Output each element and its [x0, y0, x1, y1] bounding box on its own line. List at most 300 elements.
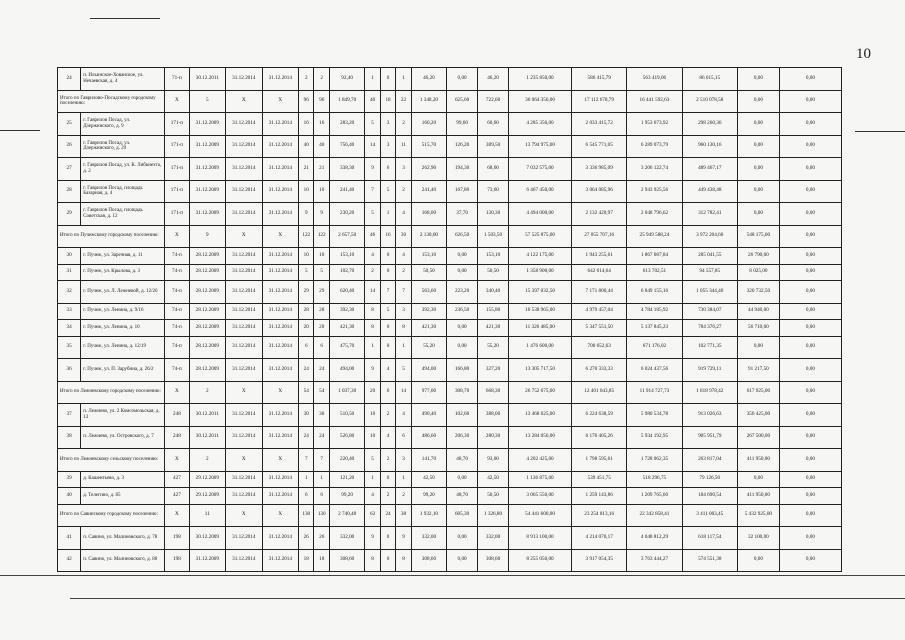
table-cell: 0,00 — [779, 488, 841, 505]
table-cell: 526,80 — [329, 426, 364, 449]
corner-mark-top — [90, 18, 160, 19]
table-cell: 6 849 155,16 — [627, 281, 682, 304]
page-edge-line — [0, 575, 905, 576]
table-cell: 0,00 — [779, 90, 841, 113]
table-cell: 7 — [314, 449, 329, 472]
table-cell: 10 — [299, 180, 314, 203]
table-cell: 31.12.2014 — [226, 264, 262, 281]
table-cell: 12 401 043,85 — [572, 381, 627, 404]
table-cell: 122 — [299, 225, 314, 248]
table-cell: 427 — [165, 488, 189, 505]
table-cell: 671 176,02 — [627, 336, 682, 359]
table-cell: 31.12.2014 — [226, 180, 262, 203]
table-cell: 11 — [189, 504, 225, 527]
table-cell: 3 — [380, 113, 395, 136]
table-cell: 230,20 — [329, 203, 364, 226]
table-cell: 171-п — [165, 113, 189, 136]
table-cell: 28.12.2009 — [189, 264, 225, 281]
table-cell: 7 — [380, 281, 395, 304]
table-cell: 1 — [314, 471, 329, 488]
subtotal-row — [58, 225, 842, 248]
table-cell: 3 206 122,74 — [627, 158, 682, 181]
table-cell: 0,00 — [737, 203, 779, 226]
table-cell: 6 — [380, 381, 395, 404]
table-cell: 0,00 — [779, 248, 841, 265]
table-cell: 130 — [299, 504, 314, 527]
table-cell: 6 — [396, 426, 411, 449]
table-cell: 14 — [365, 281, 380, 304]
table-cell: X — [165, 90, 189, 113]
table-cell: 10 — [314, 248, 329, 265]
table-cell: X — [262, 90, 298, 113]
table-cell: 31.12.2009 — [189, 549, 225, 572]
table-cell: 617 925,00 — [737, 381, 779, 404]
table-cell: 6 224 638,59 — [572, 404, 627, 427]
table-cell: 153,10 — [478, 248, 509, 265]
table-cell: 7 171 800,44 — [572, 281, 627, 304]
table-cell: 11 326 485,00 — [509, 320, 572, 337]
table-row — [58, 549, 842, 572]
table-cell: 0,00 — [447, 549, 478, 572]
table-cell: 248 — [165, 426, 189, 449]
table-cell: 31.12.2014 — [226, 248, 262, 265]
row-number-cell: 25 — [58, 113, 81, 136]
table-cell: 74-п — [165, 320, 189, 337]
table-cell: 241,40 — [411, 180, 446, 203]
table-cell: 5 — [365, 449, 380, 472]
table-cell: 10 — [314, 180, 329, 203]
table-cell: 50,50 — [411, 264, 446, 281]
corner-mark-left — [0, 130, 40, 131]
table-cell: 30 — [314, 404, 329, 427]
table-row — [58, 359, 842, 382]
row-number-cell: 42 — [58, 549, 81, 572]
table-cell: 2 — [396, 488, 411, 505]
table-cell: 0 — [380, 248, 395, 265]
table-cell: 0,00 — [447, 68, 478, 91]
table-cell: 0,00 — [779, 320, 841, 337]
table-cell: 31.12.2009 — [189, 158, 225, 181]
table-cell: 28.12.2009 — [189, 359, 225, 382]
table-cell: 99,20 — [411, 488, 446, 505]
table-cell: 2 — [380, 449, 395, 472]
table-cell: 31.12.2014 — [226, 135, 262, 158]
table-cell: 574 551,38 — [682, 549, 737, 572]
table-cell: 171-п — [165, 203, 189, 226]
table-cell: 3 — [380, 135, 395, 158]
table-cell: 0 — [380, 68, 395, 91]
table-cell: 171-п — [165, 158, 189, 181]
table-cell: 977,00 — [411, 381, 446, 404]
table-cell: 44 940,00 — [737, 303, 779, 320]
table-cell: 3 972 204,60 — [682, 225, 737, 248]
table-cell: 4 048 812,29 — [627, 527, 682, 550]
table-cell: X — [226, 449, 262, 472]
table-cell: 0,00 — [447, 471, 478, 488]
table-cell: 2 — [380, 404, 395, 427]
address-cell: п. Савино, ул. Малиновского, д. 80 — [81, 549, 165, 572]
housing-register-table — [57, 67, 842, 572]
table-cell: 31.12.2014 — [262, 471, 298, 488]
table-cell: 16 441 592,63 — [627, 90, 682, 113]
address-cell: д. Телегино, д. 85 — [81, 488, 165, 505]
table-cell: 36 064 350,00 — [509, 90, 572, 113]
table-row — [58, 336, 842, 359]
table-cell: 1 136 875,00 — [509, 471, 572, 488]
table-cell: 2 — [396, 113, 411, 136]
table-cell: 0,00 — [447, 248, 478, 265]
table-cell: 22 — [396, 90, 411, 113]
table-cell: 8 — [396, 549, 411, 572]
address-cell: д. Кашентьево, д. 3 — [81, 471, 165, 488]
table-cell: 0,00 — [779, 68, 841, 91]
table-cell: 46,20 — [411, 68, 446, 91]
table-cell: 586 415,79 — [572, 68, 627, 91]
table-cell: 24 — [299, 426, 314, 449]
row-number-cell: 36 — [58, 359, 81, 382]
table-row — [58, 248, 842, 265]
corner-mark-right — [855, 131, 905, 132]
address-cell: п. Лежнево, ул. 2 Комсомольская, д. 13 — [81, 404, 165, 427]
table-cell: 31.12.2014 — [226, 336, 262, 359]
table-cell: 4 494 000,00 — [509, 203, 572, 226]
table-cell: 24 — [314, 359, 329, 382]
table-cell: 13 284 050,00 — [509, 426, 572, 449]
table-cell: 2 — [396, 264, 411, 281]
table-cell: 0,00 — [779, 281, 841, 304]
table-cell: 29 — [314, 281, 329, 304]
table-cell: 389,50 — [478, 135, 509, 158]
address-cell: п. Савино, ул. Малиновского, д. 78 — [81, 527, 165, 550]
table-cell: 392,30 — [329, 303, 364, 320]
table-cell: 30.12.2011 — [189, 68, 225, 91]
table-cell: 0,00 — [737, 549, 779, 572]
table-cell: 2 — [189, 381, 225, 404]
row-number-cell: 33 — [58, 303, 81, 320]
table-cell: 31.12.2014 — [262, 404, 298, 427]
table-cell: 171-п — [165, 180, 189, 203]
table-cell: 3 — [396, 158, 411, 181]
table-cell: 518 296,75 — [627, 471, 682, 488]
table-cell: 16 — [314, 113, 329, 136]
subtotal-row — [58, 449, 842, 472]
table-cell: 32 100,00 — [737, 527, 779, 550]
row-number-cell: 40 — [58, 488, 81, 505]
address-cell: г. Гаврилов Посад, площадь Советская, д. 12 — [81, 203, 165, 226]
table-cell: 74-п — [165, 264, 189, 281]
table-cell: 0,00 — [737, 180, 779, 203]
table-cell: 4 122 175,00 — [509, 248, 572, 265]
table-cell: 38 — [396, 504, 411, 527]
table-cell: 421,30 — [478, 320, 509, 337]
table-cell: 54 441 600,00 — [509, 504, 572, 527]
table-cell: 1 — [396, 471, 411, 488]
table-cell: 74-п — [165, 281, 189, 304]
subtotal-row — [58, 381, 842, 404]
table-cell: 99,60 — [447, 113, 478, 136]
row-number-cell: 29 — [58, 203, 81, 226]
table-cell: 6 270 333,33 — [572, 359, 627, 382]
table-cell: 722,60 — [478, 90, 509, 113]
table-cell: 6 176 405,26 — [572, 426, 627, 449]
table-cell: 2 — [314, 68, 329, 91]
table-cell: 0,00 — [737, 135, 779, 158]
table-cell: 0,00 — [447, 264, 478, 281]
table-cell: 31.12.2014 — [226, 549, 262, 572]
table-cell: 1 867 087,84 — [627, 248, 682, 265]
table-cell: 0,00 — [779, 359, 841, 382]
table-cell: 155,80 — [478, 303, 509, 320]
table-cell: X — [165, 381, 189, 404]
table-cell: 421,30 — [329, 320, 364, 337]
table-cell: 0,00 — [779, 404, 841, 427]
table-cell: X — [165, 504, 189, 527]
table-cell: 241,40 — [329, 180, 364, 203]
table-cell: 298 260,36 — [682, 113, 737, 136]
table-cell: 248 — [165, 404, 189, 427]
table-cell: 15 397 032,50 — [509, 281, 572, 304]
table-cell: 206,30 — [447, 426, 478, 449]
table-cell: 2 — [365, 264, 380, 281]
table-cell: 1 — [365, 68, 380, 91]
row-number-cell: 27 — [58, 158, 81, 181]
address-cell: г. Пучеж, ул. Л. Лежневой, д. 12/26 — [81, 281, 165, 304]
table-cell: 167,80 — [447, 180, 478, 203]
address-cell: г. Гаврилов Посад, ул. К. Либкнехта, д. 2 — [81, 158, 165, 181]
table-cell: 332,00 — [478, 527, 509, 550]
table-cell: 40 — [365, 90, 380, 113]
table-cell: 57 525 875,00 — [509, 225, 572, 248]
table-cell: 0,00 — [779, 381, 841, 404]
table-cell: 31.12.2014 — [262, 320, 298, 337]
table-cell: 28 — [299, 303, 314, 320]
table-row — [58, 471, 842, 488]
table-cell: 26 752 675,00 — [509, 381, 572, 404]
table-cell: X — [165, 225, 189, 248]
table-cell: 23 254 813,16 — [572, 504, 627, 527]
table-cell: 1 — [299, 471, 314, 488]
table-cell: 283,20 — [329, 113, 364, 136]
table-cell: 0,00 — [737, 158, 779, 181]
subtotal-row — [58, 90, 842, 113]
table-cell: 168,00 — [411, 203, 446, 226]
table-cell: 1 818 978,42 — [682, 381, 737, 404]
table-cell: 48,70 — [447, 488, 478, 505]
table-cell: 1 849,70 — [329, 90, 364, 113]
table-cell: 4 285 350,00 — [509, 113, 572, 136]
table-cell: 20 — [314, 320, 329, 337]
table-cell: 1 503,50 — [478, 225, 509, 248]
table-cell: 24 — [314, 426, 329, 449]
table-cell: 42,50 — [411, 471, 446, 488]
table-cell: 6 — [299, 488, 314, 505]
table-cell: 31.12.2014 — [262, 303, 298, 320]
table-cell: 613 702,51 — [627, 264, 682, 281]
table-cell: 5 — [365, 113, 380, 136]
table-cell: 31.12.2014 — [262, 359, 298, 382]
table-cell: 5 — [299, 264, 314, 281]
table-cell: 8 255 050,00 — [509, 549, 572, 572]
table-cell: 46,20 — [478, 68, 509, 91]
table-cell: 0,00 — [779, 549, 841, 572]
table-cell: 4 — [396, 248, 411, 265]
table-cell: 31.12.2009 — [189, 180, 225, 203]
table-cell: 153,10 — [411, 248, 446, 265]
table-cell: 7 — [365, 180, 380, 203]
table-cell: 4 784 185,92 — [627, 303, 682, 320]
table-cell: 0,00 — [779, 336, 841, 359]
table-cell: 421,30 — [411, 320, 446, 337]
table-cell: 539 451,75 — [572, 471, 627, 488]
table-cell: 86 015,15 — [682, 68, 737, 91]
table-cell: 411 950,00 — [737, 488, 779, 505]
table-cell: 55,20 — [411, 336, 446, 359]
table-cell: 11 — [396, 135, 411, 158]
table-cell: 0,00 — [737, 471, 779, 488]
table-cell: 0,00 — [447, 527, 478, 550]
address-cell: г. Пучеж, ул. П. Зарубина, д. 26/2 — [81, 359, 165, 382]
table-cell: 8 025,00 — [737, 264, 779, 281]
table-cell: 31.12.2009 — [189, 203, 225, 226]
table-cell: 8 — [365, 303, 380, 320]
table-cell: 784 376,27 — [682, 320, 737, 337]
table-cell: 626,50 — [447, 225, 478, 248]
table-cell: 5 347 551,50 — [572, 320, 627, 337]
table-cell: 1 037,30 — [329, 381, 364, 404]
table-cell: 31.12.2014 — [262, 527, 298, 550]
row-number-cell: 37 — [58, 404, 81, 427]
table-cell: 0,00 — [447, 336, 478, 359]
table-cell: 62 — [365, 504, 380, 527]
address-cell: г. Гаврилов Посад, площадь Базарная, д. 4 — [81, 180, 165, 203]
table-cell: 4 979 457,04 — [572, 303, 627, 320]
row-number-cell: 41 — [58, 527, 81, 550]
table-cell: 6 467 450,00 — [509, 180, 572, 203]
table-cell: 332,00 — [411, 527, 446, 550]
table-cell: 5 — [396, 359, 411, 382]
table-cell: 31.12.2014 — [262, 158, 298, 181]
table-cell: 0,00 — [447, 320, 478, 337]
table-cell: 7 — [299, 449, 314, 472]
address-cell: п. Лежнево, ул. Островского, д. 7 — [81, 426, 165, 449]
table-cell: 56 710,00 — [737, 320, 779, 337]
subtotal-label: Итого по Гаврилово-Посадскому городскому поселению: — [58, 90, 165, 113]
row-number-cell: 35 — [58, 336, 81, 359]
table-cell: 71-п — [165, 68, 189, 91]
table-cell: 427 — [165, 471, 189, 488]
table-cell: 3 — [396, 303, 411, 320]
table-cell: 18 — [314, 549, 329, 572]
table-cell: 91 217,50 — [737, 359, 779, 382]
table-cell: 28.12.2009 — [189, 303, 225, 320]
table-cell: 10 — [365, 404, 380, 427]
table-cell: 0,00 — [779, 180, 841, 203]
table-cell: 4 202 425,00 — [509, 449, 572, 472]
table-cell: 312 782,41 — [682, 203, 737, 226]
table-cell: 20 — [365, 381, 380, 404]
table-cell: 1 — [396, 336, 411, 359]
table-cell: 31.12.2014 — [262, 180, 298, 203]
table-cell: 308,60 — [329, 549, 364, 572]
table-cell: 6 024 437,56 — [627, 359, 682, 382]
table-cell: 7 — [396, 281, 411, 304]
table-row — [58, 203, 842, 226]
table-cell: 18 — [299, 549, 314, 572]
table-row — [58, 135, 842, 158]
table-cell: 494,00 — [411, 359, 446, 382]
table-row — [58, 158, 842, 181]
table-cell: X — [226, 90, 262, 113]
table-cell: 563 419,06 — [627, 68, 682, 91]
table-cell: 31.12.2014 — [262, 264, 298, 281]
table-cell: 642 614,64 — [572, 264, 627, 281]
table-cell: 494,00 — [329, 359, 364, 382]
table-cell: 29 — [299, 281, 314, 304]
table-row — [58, 180, 842, 203]
table-cell: 31.12.2014 — [226, 404, 262, 427]
table-cell: X — [262, 225, 298, 248]
table-cell: 0,00 — [779, 471, 841, 488]
row-number-cell: 34 — [58, 320, 81, 337]
table-cell: 605,30 — [447, 504, 478, 527]
row-number-cell: 38 — [58, 426, 81, 449]
table-cell: 3 064 085,96 — [572, 180, 627, 203]
table-cell: 4 — [380, 359, 395, 382]
table-cell: 4 214 070,17 — [572, 527, 627, 550]
table-cell: 1 348,20 — [411, 90, 446, 113]
table-cell: 6 545 771,05 — [572, 135, 627, 158]
table-cell: 102,60 — [447, 404, 478, 427]
table-cell: 153,10 — [329, 248, 364, 265]
table-cell: 6 — [314, 488, 329, 505]
table-cell: 1 932,10 — [411, 504, 446, 527]
table-cell: 46 — [365, 225, 380, 248]
table-cell: 54 — [314, 381, 329, 404]
table-cell: 20 — [299, 320, 314, 337]
table-row — [58, 68, 842, 91]
table-cell: 50,50 — [478, 488, 509, 505]
table-cell: 25 949 588,24 — [627, 225, 682, 248]
table-cell: 327,20 — [478, 359, 509, 382]
table-cell: 563,60 — [411, 281, 446, 304]
table-cell: 54 — [299, 381, 314, 404]
table-cell: 184 690,54 — [682, 488, 737, 505]
table-cell: 5 980 534,78 — [627, 404, 682, 427]
table-cell: 0,00 — [737, 336, 779, 359]
table-cell: 515,70 — [411, 135, 446, 158]
table-cell: 31.12.2014 — [226, 68, 262, 91]
table-cell: 160,20 — [411, 113, 446, 136]
table-cell: 3 763 444,27 — [627, 549, 682, 572]
address-cell: г. Пучеж, ул. Ленина, д. 10 — [81, 320, 165, 337]
subtotal-row — [58, 504, 842, 527]
table-cell: 92,40 — [329, 68, 364, 91]
table-cell: 13 794 975,00 — [509, 135, 572, 158]
table-row — [58, 320, 842, 337]
table-cell: 730 384,07 — [682, 303, 737, 320]
address-cell: г. Гаврилов Посад, ул. Дзержинского, д. 9 — [81, 113, 165, 136]
table-row — [58, 527, 842, 550]
table-cell: 1 358 900,00 — [509, 264, 572, 281]
address-cell: г. Пучеж, ул. Заречная, д. 11 — [81, 248, 165, 265]
table-cell: 6 — [314, 336, 329, 359]
table-cell: 96 — [314, 90, 329, 113]
table-cell: 3 917 054,35 — [572, 549, 627, 572]
table-cell: 48,70 — [447, 449, 478, 472]
table-cell: 5 — [380, 180, 395, 203]
table-cell: 11 914 727,73 — [627, 381, 682, 404]
table-cell: 320 732,50 — [737, 281, 779, 304]
